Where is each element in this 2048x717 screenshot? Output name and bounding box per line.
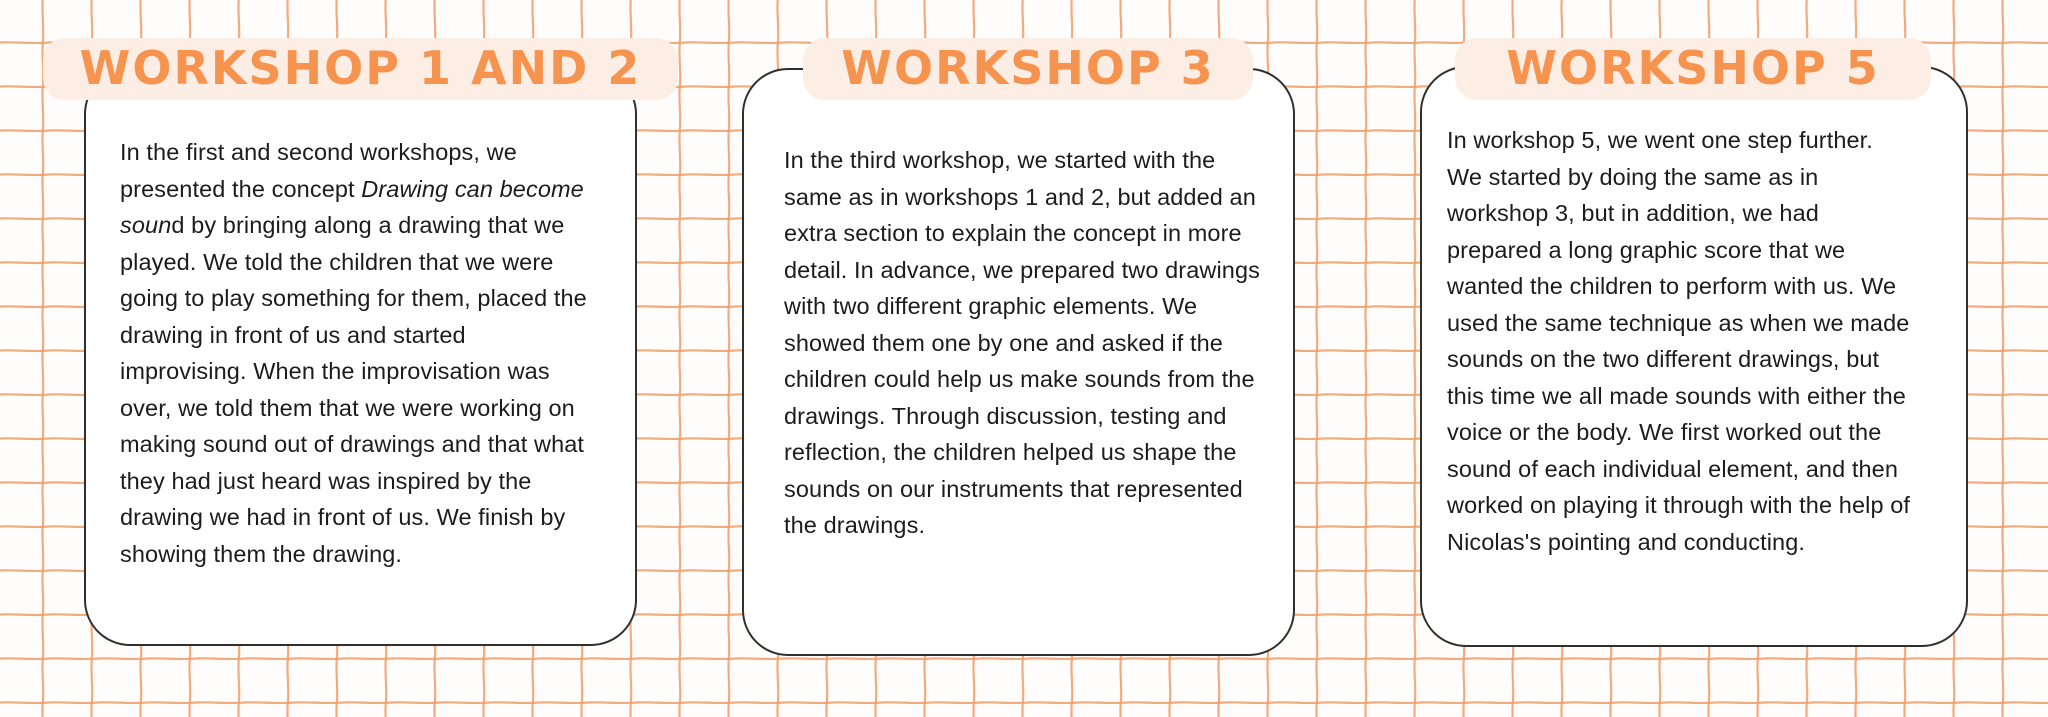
workshop-3-heading-pill xyxy=(803,38,1253,100)
italic-phrase: Drawing can become soun xyxy=(120,175,584,238)
workshop-1-2-heading: WORKSHOP 1 AND 2 xyxy=(79,41,642,95)
workshop-3-heading: WORKSHOP 3 xyxy=(841,41,1215,95)
workshop-3-paragraph: In the third workshop, we started with the same as in workshops 1 and 2, but added an extra section to explain the concept in more detail. In advance, we prepared two drawings with two different graphic elements. We showed them one by one and asked if the children could help us make sounds from the drawings. Through discussion, testing and reflection, the children helped us shape the sounds on our instruments that represented the drawings. xyxy=(784,147,1260,538)
paragraph-text: In the first and second workshops, we presented the concept xyxy=(120,139,517,202)
workshop-5-paragraph: In workshop 5, we went one step further. We started by doing the same as in workshop 3, but in addition, we had prepared a long graphic score that we wanted the children to perform with us. We used the same technique as when we made sounds on the two different drawings, but this time we all made sounds with either the voice or the body. We first worked out the sound of each individual element, and then worked on playing it through with the help of Nicolas's pointing and conducting. xyxy=(1447,127,1911,555)
workshop-5-card xyxy=(1420,66,1968,647)
workshop-5-heading: WORKSHOP 5 xyxy=(1506,41,1880,95)
workshop-1-2-paragraph xyxy=(86,70,616,572)
paragraph-text: d by bringing along a drawing that we played. We told the children that we were going to play something for them, placed the drawing in front of us and started improvising. When the improvisation was over, we told them that we were working on making sound out of drawings and that what they had just heard was inspired by the drawing we had in front of us. We finish by showing them the drawing. xyxy=(120,212,587,567)
workshop-1-2-card xyxy=(84,68,637,646)
workshop-3-card xyxy=(742,68,1295,656)
workshop-1-2-heading-pill xyxy=(43,38,678,100)
workshop-5-heading-pill xyxy=(1455,38,1931,100)
